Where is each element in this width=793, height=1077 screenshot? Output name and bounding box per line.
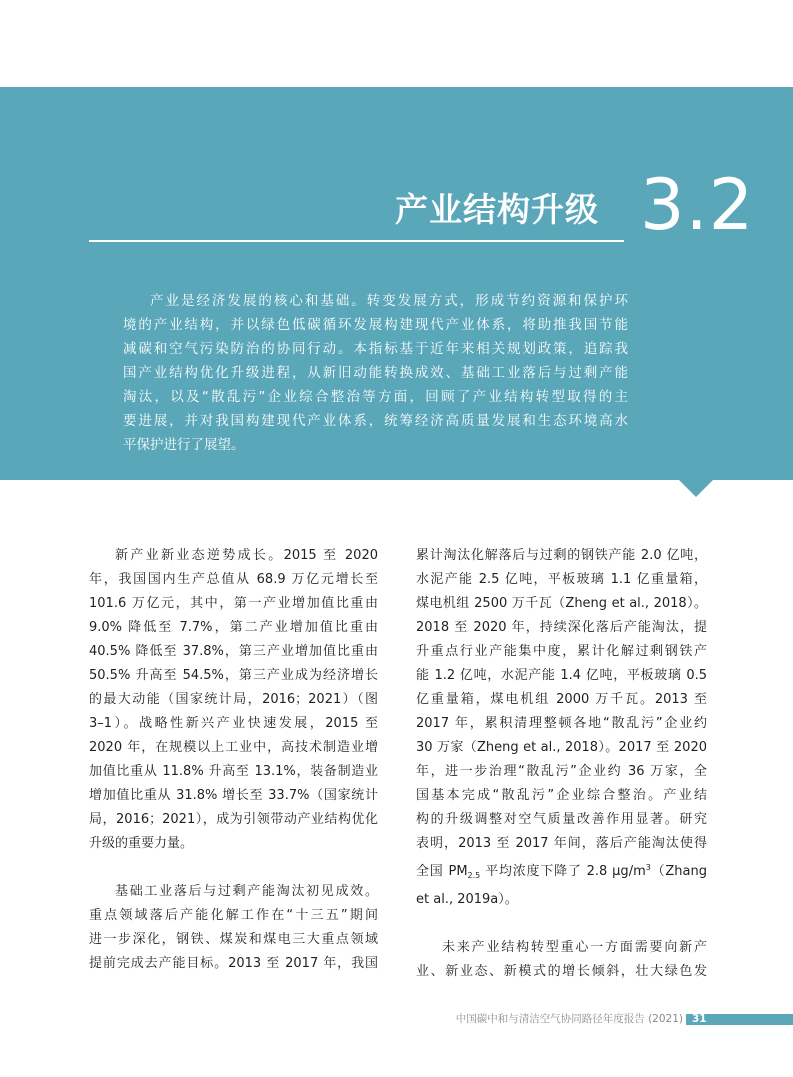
body-line: 未来产业结构转型重心一方面需要向新产 bbox=[442, 940, 707, 955]
intro-line: 平保护进行了展望。 bbox=[123, 437, 245, 453]
body-line: 累计淘汰化解落后与过剩的钢铁产能 2.0 亿吨， bbox=[416, 548, 707, 563]
body-line: 2018 至 2020 年，持续深化落后产能淘汰，提 bbox=[416, 620, 707, 635]
intro-line: 淘汰，以及“散乱污”企业综合整治等方面，回顾了产业结构转型取得的主 bbox=[123, 389, 628, 405]
pm-text-middle: 平均浓度下降了 2.8 μg/m bbox=[480, 864, 646, 879]
chapter-number: 3.2 bbox=[640, 164, 755, 246]
page-number: 31 bbox=[692, 1013, 707, 1025]
intro-line: 要进展，并对我国构建现代产业体系，统筹经济高质量发展和生态环境高水 bbox=[123, 413, 628, 429]
banner-notch bbox=[678, 479, 714, 497]
body-line: et al., 2019a）。 bbox=[416, 892, 518, 907]
chapter-title: 产业结构升级 bbox=[395, 190, 599, 229]
body-line: 9.0% 降低至 7.7%，第二产业增加值比重由 bbox=[89, 620, 378, 635]
pm25-line bbox=[416, 856, 707, 888]
pm-text-after: （Zhang bbox=[650, 864, 707, 879]
pm-subscript: 2.5 bbox=[467, 871, 481, 880]
body-line: 50.5% 升高至 54.5%，第三产业成为经济增长 bbox=[89, 668, 378, 683]
body-line: 局，2016；2021），成为引领带动产业结构优化 bbox=[89, 812, 378, 827]
body-line: 2017 年，累积清理整顿各地“散乱污”企业约 bbox=[416, 716, 707, 731]
intro-line: 境的产业结构，并以绿色低碳循环发展构建现代产业体系，将助推我国节能 bbox=[123, 317, 628, 333]
body-line: 表明，2013 至 2017 年间，落后产能淘汰使得 bbox=[416, 836, 707, 851]
body-line: 提前完成去产能目标。2013 至 2017 年，我国 bbox=[89, 956, 378, 971]
intro-line: 产业是经济发展的核心和基础。转变发展方式，形成节约资源和保护环 bbox=[150, 293, 628, 309]
body-line: 新产业新业态逆势成长。2015 至 2020 bbox=[115, 548, 378, 563]
body-line: 升重点行业产能集中度，累计化解过剩钢铁产 bbox=[416, 644, 707, 659]
body-line: 年，我国国内生产总值从 68.9 万亿元增长至 bbox=[89, 572, 378, 587]
paragraph-gap bbox=[89, 856, 378, 880]
body-line: 重点领域落后产能化解工作在“十三五”期间 bbox=[89, 908, 378, 923]
intro-line: 国产业结构优化升级进程，从新旧动能转换成效、基础工业落后与过剩产能 bbox=[123, 365, 628, 381]
body-line: 进一步深化，钢铁、煤炭和煤电三大重点领域 bbox=[89, 932, 378, 947]
body-line: 2020 年，在规模以上工业中，高技术制造业增 bbox=[89, 740, 378, 755]
body-line: 升级的重要力量。 bbox=[89, 836, 194, 851]
title-divider bbox=[89, 240, 624, 242]
body-line: 基础工业落后与过剩产能淘汰初见成效。 bbox=[115, 884, 378, 899]
intro-line: 减碳和空气污染防治的协同行动。本指标基于近年来相关规划政策，追踪我 bbox=[123, 341, 628, 357]
right-column bbox=[416, 544, 707, 984]
body-line: 年，进一步治理“散乱污”企业约 36 万家，全 bbox=[416, 764, 707, 779]
body-line: 业、新业态、新模式的增长倾斜，壮大绿色发 bbox=[416, 964, 707, 979]
body-line: 国基本完成“散乱污”企业综合整治。产业结 bbox=[416, 788, 707, 803]
intro-paragraph bbox=[123, 289, 628, 457]
body-line: 亿重量箱，煤电机组 2000 万千瓦。2013 至 bbox=[416, 692, 707, 707]
body-line: 煤电机组 2500 万千瓦（Zheng et al., 2018）。 bbox=[416, 596, 707, 611]
body-line: 能 1.2 亿吨，水泥产能 1.4 亿吨，平板玻璃 0.5 bbox=[416, 668, 707, 683]
body-line: 构的升级调整对空气质量改善作用显著。研究 bbox=[416, 812, 707, 827]
body-line: 增加值比重从 31.8% 增长至 33.7%（国家统计 bbox=[89, 788, 378, 803]
body-line: 加值比重从 11.8% 升高至 13.1%，装备制造业 bbox=[89, 764, 378, 779]
paragraph-gap bbox=[416, 912, 707, 936]
body-line: 30 万家（Zheng et al., 2018）。2017 至 2020 bbox=[416, 740, 707, 755]
body-line: 101.6 万亿元，其中，第一产业增加值比重由 bbox=[89, 596, 378, 611]
body-line: 水泥产能 2.5 亿吨，平板玻璃 1.1 亿重量箱， bbox=[416, 572, 707, 587]
footer-page-tab bbox=[686, 1014, 793, 1025]
body-line: 的最大动能（国家统计局，2016；2021）（图 bbox=[89, 692, 378, 707]
body-line: 40.5% 降低至 37.8%，第三产业增加值比重由 bbox=[89, 644, 378, 659]
unit-superscript: 3 bbox=[645, 863, 651, 872]
left-column bbox=[89, 544, 378, 976]
body-line: 3–1）。战略性新兴产业快速发展，2015 至 bbox=[89, 716, 378, 731]
footer-report-title: 中国碳中和与清洁空气协同路径年度报告 (2021) bbox=[455, 1013, 683, 1025]
pm-text: 全国 PM bbox=[416, 864, 468, 879]
